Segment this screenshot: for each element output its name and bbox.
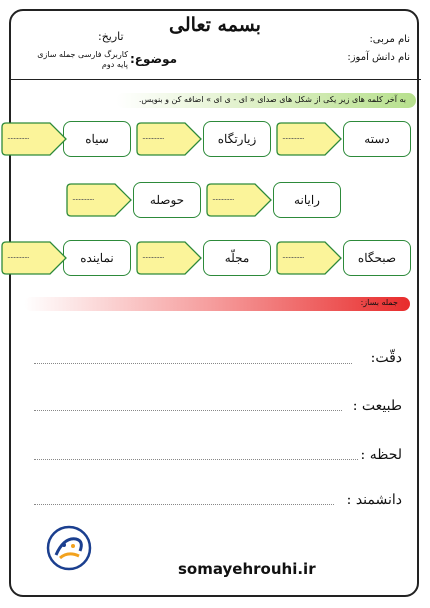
word-text: رایانه: [294, 193, 320, 207]
answer-box[interactable]: [0, 121, 68, 157]
word-text: حوصله: [149, 193, 185, 207]
word-text: صبحگاه: [357, 251, 397, 265]
instruction-text: به آخر کلمه های زیر یکی از شکل های صدای « ای - ی ای » اضافه کن و بنویس.: [138, 95, 406, 104]
answer-box[interactable]: [0, 240, 68, 276]
word-box: [63, 121, 131, 157]
answer-box[interactable]: [275, 121, 343, 157]
answer-box[interactable]: [65, 182, 133, 218]
website-url[interactable]: somayehrouhi.ir: [178, 560, 316, 578]
sentence-header-text: جمله بساز:: [360, 298, 398, 307]
word-text: زیارتگاه: [217, 132, 257, 146]
sentence-word-label: طبیعت :: [352, 398, 402, 414]
sentence-word-label: دانشمند :: [346, 492, 402, 508]
answer-box[interactable]: [275, 240, 343, 276]
answer-placeholder: ..............: [142, 251, 164, 260]
teacher-name-label: نام مربی:: [369, 34, 410, 45]
brand-logo: [46, 525, 92, 571]
answer-placeholder: ..............: [72, 193, 94, 202]
sentence-line[interactable]: [34, 459, 358, 460]
date-label: تاریخ:: [98, 30, 124, 43]
sentence-header-bar: [24, 297, 410, 311]
answer-box[interactable]: [205, 182, 273, 218]
word-box: [63, 240, 131, 276]
answer-placeholder: ..............: [212, 193, 234, 202]
subject-value: کاربرگ فارسی جمله سازی: [37, 50, 128, 59]
word-text: سیاه: [85, 132, 109, 146]
sentence-line[interactable]: [34, 504, 334, 505]
sentence-line[interactable]: [34, 410, 342, 411]
word-box: [133, 182, 201, 218]
word-box: [273, 182, 341, 218]
instruction-bar: [116, 93, 416, 108]
page-title: بسمه تعالی: [169, 14, 261, 36]
word-text: مجلّه: [224, 251, 250, 265]
answer-box[interactable]: [135, 121, 203, 157]
answer-placeholder: ..............: [142, 132, 164, 141]
answer-placeholder: ..............: [7, 251, 29, 260]
word-text: دسته: [364, 132, 390, 146]
word-box: [203, 240, 271, 276]
answer-box[interactable]: [135, 240, 203, 276]
grade-value: پایه دوم: [101, 60, 128, 69]
header-divider: [9, 79, 421, 80]
answer-placeholder: ..............: [282, 251, 304, 260]
word-box: [343, 121, 411, 157]
logo-icon: [46, 525, 92, 571]
sentence-word-label: لحظه :: [360, 447, 402, 463]
subject-label: موضوع:: [130, 52, 178, 66]
sentence-line[interactable]: [34, 363, 352, 364]
word-text: نماینده: [80, 251, 114, 265]
word-box: [203, 121, 271, 157]
answer-placeholder: ..............: [7, 132, 29, 141]
student-name-label: نام دانش آموز:: [347, 52, 410, 63]
answer-placeholder: ..............: [282, 132, 304, 141]
word-box: [343, 240, 411, 276]
sentence-word-label: دقّت:: [370, 350, 402, 366]
subject-value-block: [18, 50, 128, 70]
